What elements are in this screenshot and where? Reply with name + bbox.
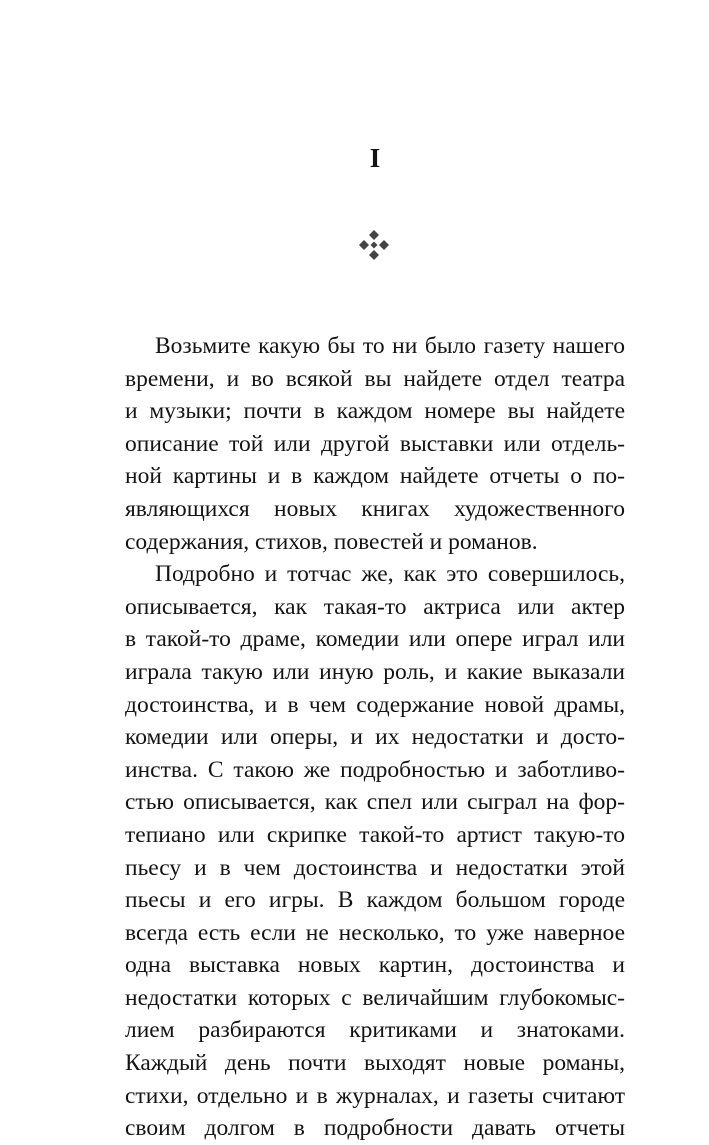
text-line: описывается, как такая-то актриса или актер (125, 593, 625, 620)
text-line: ной картины и в каждом найдете отчеты о по- (125, 463, 625, 490)
text-line: в такой-то драме, комедии или опере играл или (125, 626, 625, 653)
text-line: стихи, отдельно и в журналах, и газеты считают (125, 1082, 625, 1109)
text-line: являющихся новых книгах художественного (125, 495, 625, 522)
text-line: играла такую или иную роль, и какие выказали (125, 658, 625, 685)
text-line: описание той или другой выставки или отдель- (125, 430, 625, 457)
chapter-number: I (369, 143, 381, 173)
text-line: одна выставка новых картин, достоинства и (125, 952, 625, 979)
text-line: тепиано или скрипке такой-то артист такую-то (125, 821, 625, 848)
diamond-cluster-ornament-icon (357, 228, 391, 262)
text-line: Подробно и тотчас же, как это совершилось, (155, 561, 625, 588)
text-line: инства. С такою же подробностью и заботливо- (125, 756, 625, 783)
body-text (125, 330, 625, 1145)
text-line: недостатки которых с величайшим глубокомыс- (125, 984, 625, 1011)
text-line: содержания, стихов, повестей и романов. (125, 528, 538, 555)
text-line: комедии или оперы, и их недостатки и досто- (125, 724, 625, 751)
text-line: достоинства, и в чем содержание новой драмы, (125, 691, 625, 718)
text-line: пьесу и в чем достоинства и недостатки этой (125, 854, 625, 881)
text-line: всегда есть если не несколько, то уже наверное (125, 919, 625, 946)
text-line: лием разбираются критиками и знатоками. (125, 1017, 625, 1044)
text-line: своим долгом в подробности давать отчеты (125, 1115, 625, 1142)
text-line: пьесы и его игры. В каждом большом городе (125, 887, 625, 914)
text-line: стью описывается, как спел или сыграл на фор- (125, 789, 625, 816)
ornament-graphic (357, 228, 391, 262)
text-line: Каждый день почти выходят новые романы, (125, 1050, 625, 1077)
text-line: времени, и во всякой вы найдете отдел театра (125, 365, 625, 392)
text-line: и музыки; почти в каждом номере вы найдете (125, 398, 625, 425)
text-line: Возьмите какую бы то ни было газету нашего (155, 333, 625, 359)
